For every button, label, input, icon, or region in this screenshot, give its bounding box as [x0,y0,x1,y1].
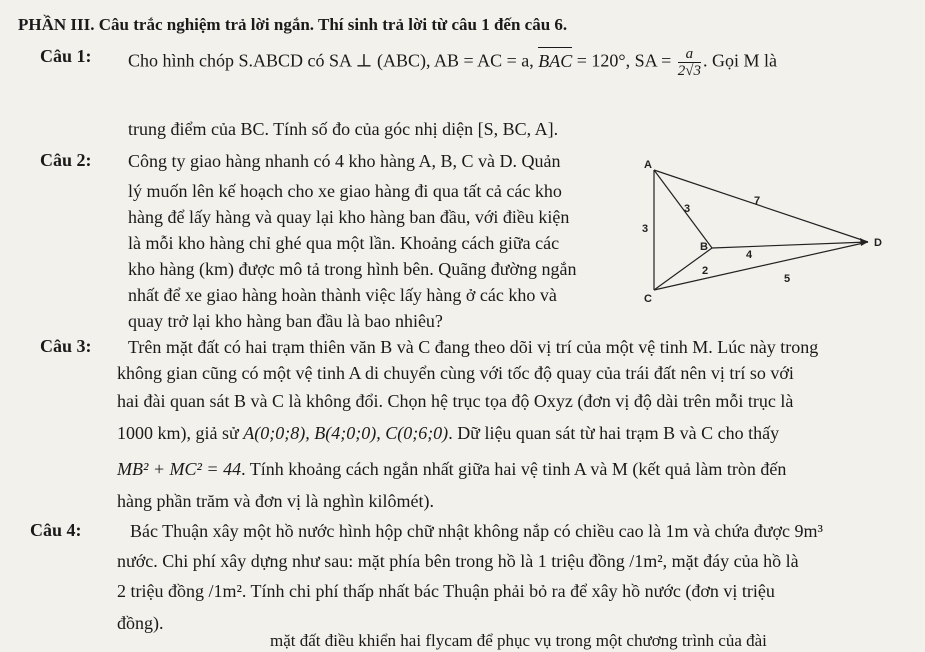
q2-label: Câu 2: [40,150,92,170]
q3-line3: hai đài quan sát B và C là không đổi. Chọn hệ trục tọa độ Oxyz (đơn vị độ dài trên mỗi trục là [117,391,794,411]
edge-CD [654,242,868,290]
q2-line: lý muốn lên kế hoạch cho xe giao hàng đi qua tất cả các kho [128,181,562,201]
q1-label: Câu 1: [40,46,92,66]
q1-fraction: $\frac{a}{2√3}$ [677,46,702,79]
vertex-D: D [874,237,882,249]
vertex-B: B [700,241,708,253]
section-header: PHẦN III. Câu trắc nghiệm trả lời ngắn. Thí sinh trả lời từ câu 1 đến câu 6. [18,15,568,34]
q4-line1: Bác Thuận xây một hồ nước hình hộp chữ nhật không nắp có chiều cao là 1m và chứa được 9m³ [130,521,823,541]
q2-line: hàng để lấy hàng và quay lại kho hàng ban đầu, với điều kiện [128,207,570,227]
q4-line2: nước. Chi phí xây dựng như sau: mặt phía bên trong hồ là 1 triệu đồng /1m², mặt đáy của hồ là [117,551,799,571]
q3-coordinates: A(0;0;8), B(4;0;0), C(0;6;0) [243,423,449,443]
q3-line5: MB² + MC² = 44. Tính khoảng cách ngắn nhất giữa hai vệ tinh A và M (kết quả làm tròn đến [117,459,787,479]
q3-equation: MB² + MC² = 44 [117,459,242,479]
q5-partial-line: mặt đất điều khiển hai flycam để phục vụ trong một chương trình của đài [270,631,767,650]
vertex-A: A [644,160,652,171]
q2-line: Công ty giao hàng nhanh có 4 kho hàng A, B, C và D. Quản [128,151,561,171]
q3-line1: Trên mặt đất có hai trạm thiên văn B và C đang theo dõi vị trí của một vệ tinh M. Lúc này trong [128,337,819,357]
q3-label: Câu 3: [40,336,92,356]
q2-line: quay trở lại kho hàng ban đầu là bao nhiêu? [128,311,443,331]
q1-text-c: . Gọi M là [703,50,778,71]
vertex-C: C [644,293,652,305]
dist-BC: 2 [702,265,709,277]
arrow-head-D [860,238,868,246]
q1-text-b: = 120°, SA = [572,50,676,71]
dist-AC: 3 [642,223,649,235]
dist-AB: 3 [684,203,691,215]
warehouse-distance-figure [640,160,890,310]
dist-CD: 5 [784,273,791,285]
dist-BD: 4 [746,249,753,261]
q4-line3: 2 triệu đồng /1m². Tính chi phí thấp nhất bác Thuận phải bỏ ra để xây hồ nước (đơn vị triệu [117,581,775,601]
edge-AB [654,170,712,248]
q2-line: là mỗi kho hàng chỉ ghé qua một lần. Khoảng cách giữa các [128,233,560,253]
q3-line4: 1000 km), giả sử A(0;0;8), B(4;0;0), C(0;6;0). Dữ liệu quan sát từ hai trạm B và C cho thấy [117,423,780,443]
q1-line1 [128,46,777,79]
q1-line2: trung điểm của BC. Tính số đo của góc nhị diện [S, BC, A]. [128,119,559,139]
q2-line: nhất để xe giao hàng hoàn thành việc lấy hàng ở các kho và [128,285,557,305]
q1-angle: BAC [538,50,573,71]
q3-line2: không gian cũng có một vệ tinh A di chuyển cùng với tốc độ quay của trái đất nên vị trí so với [117,363,794,383]
q2-line: kho hàng (km) được mô tả trong hình bên. Quãng đường ngắn [128,259,577,279]
q1-text-a: Cho hình chóp S.ABCD có SA ⊥ (ABC), AB = AC = a, [128,50,539,71]
q4-line4: đồng). [117,613,164,633]
dist-AD: 7 [754,195,761,207]
q4-label: Câu 4: [30,520,82,540]
q3-line6: hàng phần trăm và đơn vị là nghìn kilômét). [117,491,434,511]
